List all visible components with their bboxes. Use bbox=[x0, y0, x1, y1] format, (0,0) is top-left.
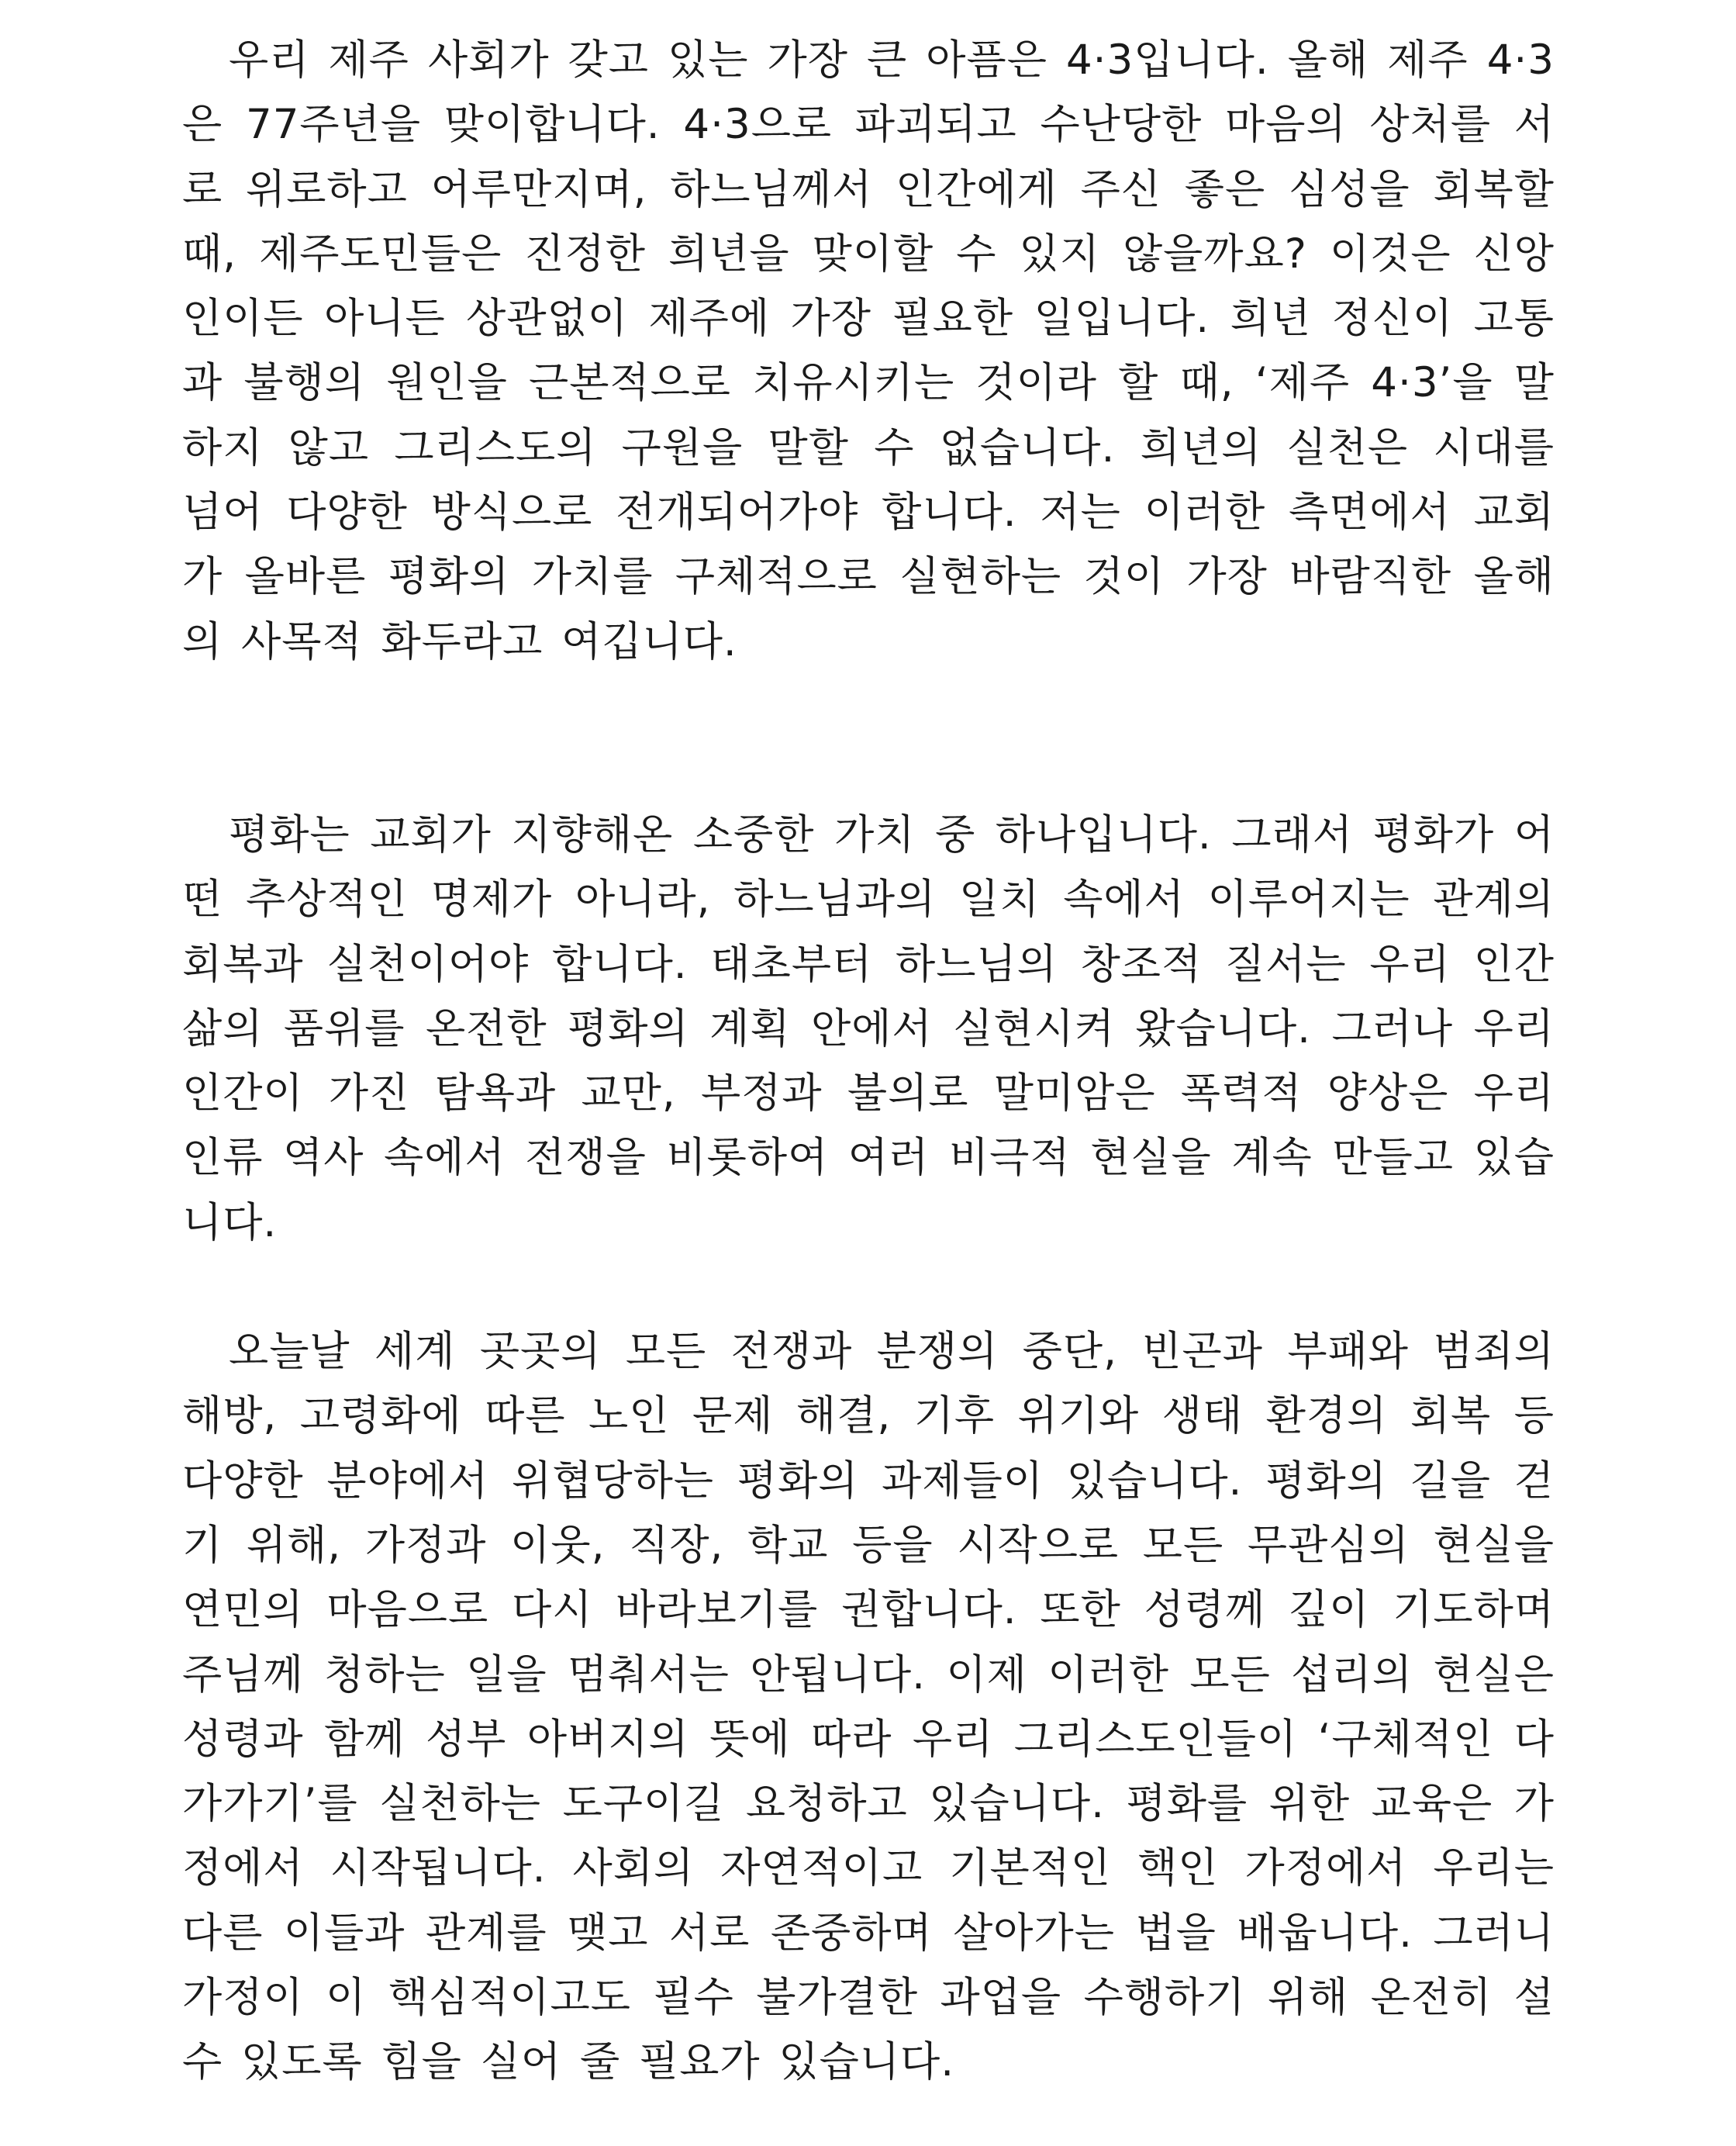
paragraph-jeju-4-3: 우리 제주 사회가 갖고 있는 가장 큰 아픔은 4·3입니다. 올해 제주 4·3은 77주년을 맞이합니다. 4·3으로 파괴되고 수난당한 마음의 상처를 서로 위로하고 어루만지며, 하느님께서 인간에게 주신 좋은 심성을 회복할 때, 제주도민들은 진정한 희년을 맞이할 수 있지 않을까요? 이것은 신앙인이든 아니든 상관없이 제주에 가장 필요한 일입니다. 희년 정신이 고통과 불행의 원인을 근본적으로 치유시키는 것이라 할 때, ‘제주 4·3’을 말하지 않고 그리스도의 구원을 말할 수 없습니다. 희년의 실천은 시대를 넘어 다양한 방식으로 전개되어가야 합니다. 저는 이러한 측면에서 교회가 올바른 평화의 가치를 구체적으로 실현하는 것이 가장 바람직한 올해의 사목적 화두라고 여깁니다. bbox=[182, 36, 1555, 665]
document-page bbox=[182, 28, 1555, 2095]
paragraph-peace-value: 평화는 교회가 지향해온 소중한 가치 중 하나입니다. 그래서 평화가 어떤 추상적인 명제가 아니라, 하느님과의 일치 속에서 이루어지는 관계의 회복과 실천이어야 합니다. 태초부터 하느님의 창조적 질서는 우리 인간 삶의 품위를 온전한 평화의 계획 안에서 실현시켜 왔습니다. 그러나 우리 인간이 가진 탐욕과 교만, 부정과 불의로 말미암은 폭력적 양상은 우리 인류 역사 속에서 전쟁을 비롯하여 여러 비극적 현실을 계속 만들고 있습니다. bbox=[182, 810, 1555, 1246]
paragraph-peace-tasks: 오늘날 세계 곳곳의 모든 전쟁과 분쟁의 중단, 빈곤과 부패와 범죄의 해방, 고령화에 따른 노인 문제 해결, 기후 위기와 생태 환경의 회복 등 다양한 분야에서 위협당하는 평화의 과제들이 있습니다. 평화의 길을 걷기 위해, 가정과 이웃, 직장, 학교 등을 시작으로 모든 무관심의 현실을 연민의 마음으로 다시 바라보기를 권합니다. 또한 성령께 깊이 기도하며 주님께 청하는 일을 멈춰서는 안됩니다. 이제 이러한 모든 섭리의 현실은 성령과 함께 성부 아버지의 뜻에 따라 우리 그리스도인들이 ‘구체적인 다가가기’를 실천하는 도구이길 요청하고 있습니다. 평화를 위한 교육은 가정에서 시작됩니다. 사회의 자연적이고 기본적인 핵인 가정에서 우리는 다른 이들과 관계를 맺고 서로 존중하며 살아가는 법을 배웁니다. 그러니 가정이 이 핵심적이고도 필수 불가결한 과업을 수행하기 위해 온전히 설 수 있도록 힘을 실어 줄 필요가 있습니다. bbox=[182, 1328, 1555, 2086]
paragraph-gap bbox=[182, 1255, 1555, 1319]
paragraph-gap bbox=[182, 674, 1555, 803]
